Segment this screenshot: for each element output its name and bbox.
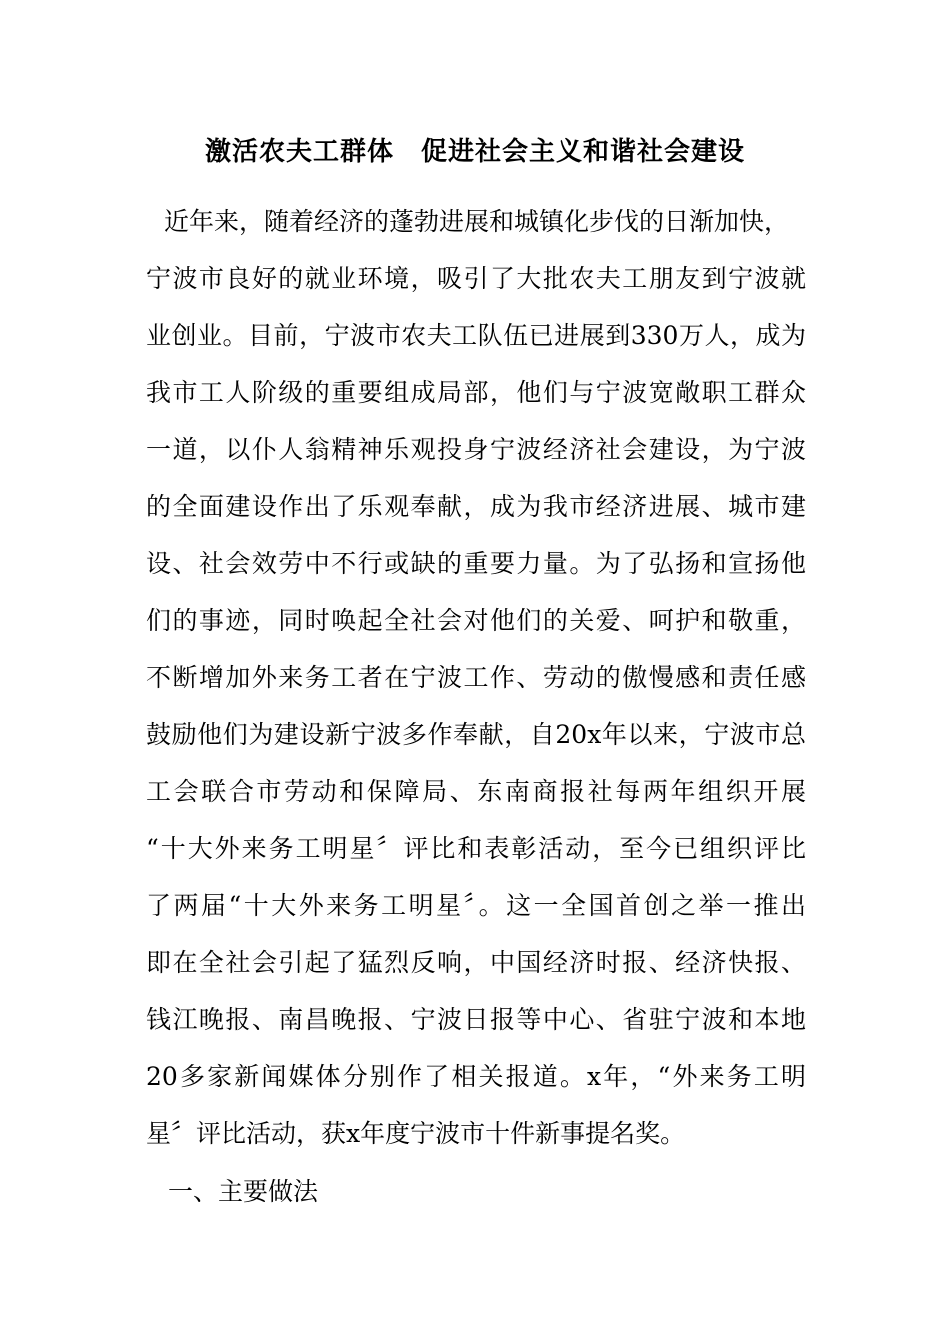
paragraph-line: 们的事迹，同时唤起全社会对他们的关爱、呵护和敬重， (146, 606, 806, 635)
paragraph-line: “十大外来务工明星〞评比和表彰活动，至今已组织评比 (146, 834, 806, 863)
paragraph-line: 即在全社会引起了猛烈反响，中国经济时报、经济快报、 (146, 948, 806, 977)
section-heading: 一、主要做法 (168, 1177, 319, 1206)
paragraph-line: 一道，以仆人翁精神乐观投身宁波经济社会建设，为宁波 (146, 435, 806, 464)
paragraph-line: 宁波市良好的就业环境，吸引了大批农夫工朋友到宁波就 (146, 264, 806, 293)
paragraph-line: 近年来，随着经济的蓬勃进展和城镇化步伐的日渐加快， (156, 207, 789, 236)
intro-paragraph (146, 200, 806, 1169)
paragraph-line: 工会联合市劳动和保障局、东南商报社每两年组织开展 (146, 777, 806, 806)
paragraph-line: 设、社会效劳中不行或缺的重要力量。为了弘扬和宣扬他 (146, 549, 806, 578)
paragraph-line: 了两届“十大外来务工明星〞。这一全国首创之举一推出 (146, 891, 806, 920)
document-title: 激活农夫工群体 促进社会主义和谐社会建设 (204, 137, 745, 167)
paragraph-line: 钱江晚报、南昌晚报、宁波日报等中心、省驻宁波和本地 (146, 1005, 806, 1034)
paragraph-line: 的全面建设作出了乐观奉献，成为我市经济进展、城市建 (146, 492, 806, 521)
paragraph-line: 20多家新闻媒体分别作了相关报道。x年，“外来务工明 (146, 1062, 806, 1091)
paragraph-line: 业创业。目前，宁波市农夫工队伍已进展到330万人，成为 (146, 321, 806, 350)
paragraph-line: 我市工人阶级的重要组成局部，他们与宁波宽敞职工群众 (146, 378, 806, 407)
paragraph-line: 鼓励他们为建设新宁波多作奉献，自20x年以来，宁波市总 (146, 720, 806, 749)
paragraph-line: 不断增加外来务工者在宁波工作、劳动的傲慢感和责任感 (146, 663, 806, 692)
paragraph-line: 星〞评比活动，获x年度宁波市十件新事提名奖。 (146, 1119, 686, 1148)
